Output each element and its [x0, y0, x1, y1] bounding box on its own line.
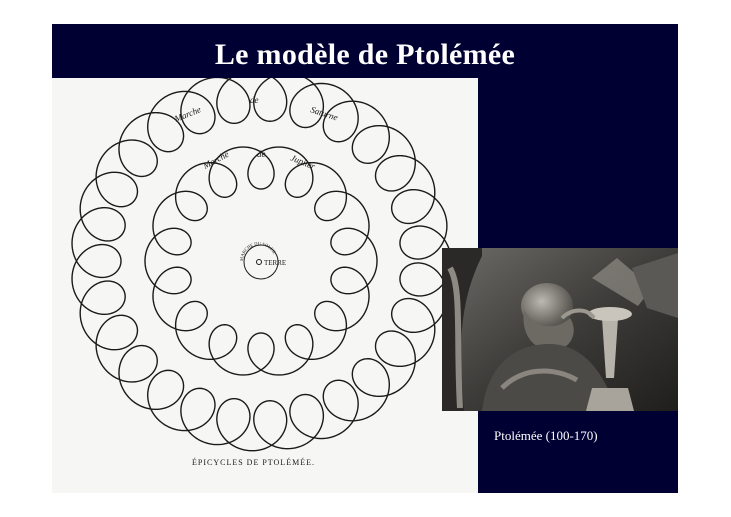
slide [52, 24, 678, 493]
ptolemy-carving-illustration [442, 248, 678, 411]
sun-label: MARCHE DU SOLEIL [238, 240, 278, 262]
epicycle-diagram [52, 78, 478, 493]
ptolemy-photo [442, 248, 678, 411]
outer-label-left: Marche [173, 104, 203, 124]
inner-label-left: Marche [201, 148, 231, 171]
outer-label-mid: de [250, 95, 259, 105]
slide-title: Le modèle de Ptolémée [214, 38, 516, 71]
inner-label-right: Jupiter [289, 152, 317, 172]
figure-bottom-caption: ÉPICYCLES DE PTOLÉMÉE. [192, 458, 315, 467]
epicycle-figure [52, 78, 478, 493]
outer-label-right: Saturne [309, 104, 340, 123]
saturn-epicycle-path [72, 78, 451, 451]
inner-label-mid: de [257, 149, 266, 159]
earth-marker [257, 260, 262, 265]
earth-label: TERRE [264, 259, 287, 267]
photo-caption: Ptolémée (100-170) [494, 428, 598, 443]
